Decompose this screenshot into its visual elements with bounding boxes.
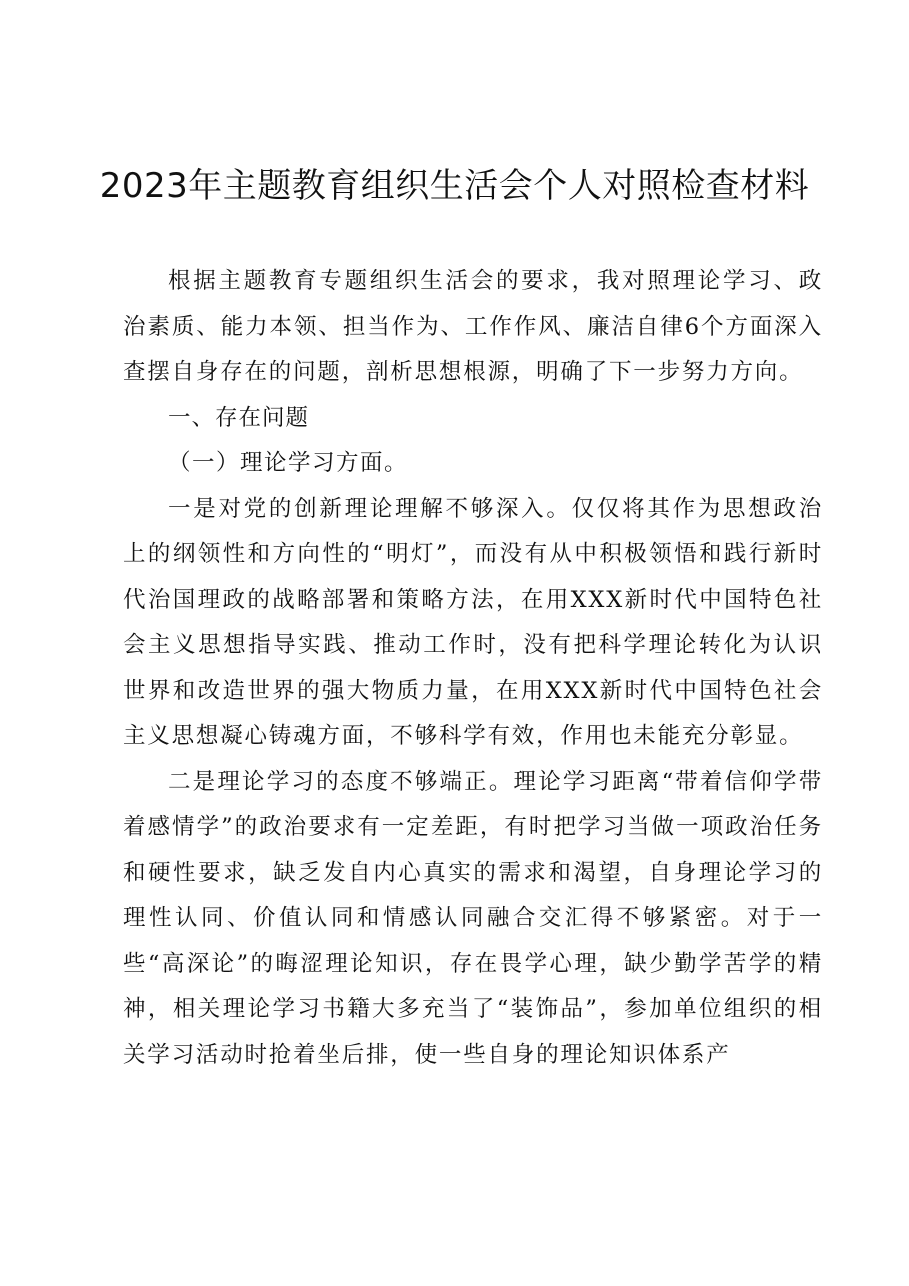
document-title: 2023年主题教育组织生活会个人对照检查材料: [99, 166, 810, 206]
document-body: [123, 259, 823, 1078]
point-paragraph-1: 一是对党的创新理论理解不够深入。仅仅将其作为思想政治上的纲领性和方向性的“明灯”，而没有从中积极领悟和践行新时代治国理政的战略部署和策略方法，在用XXX新时代中国特色社会主义思想指导实践、推动工作时，没有把科学理论转化为认识世界和改造世界的强大物质力量，在用XXX新时代中国特色社会主义思想凝心铸魂方面，不够科学有效，作用也未能充分彰显。: [123, 495, 823, 749]
intro-paragraph: 根据主题教育专题组织生活会的要求，我对照理论学习、政治素质、能力本领、担当作为、工作作风、廉洁自律6个方面深入查摆自身存在的问题，剖析思想根源，明确了下一步努力方向。: [123, 268, 823, 385]
point-paragraph-2: 二是理论学习的态度不够端正。理论学习距离“带着信仰学带着感情学”的政治要求有一定差距，有时把学习当做一项政治任务和硬性要求，缺乏发自内心真实的需求和渴望，自身理论学习的理性认同、价值认同和情感认同融合交汇得不够紧密。对于一些“高深论”的晦涩理论知识，存在畏学心理，缺少勤学苦学的精神，相关理论学习书籍大多充当了“装饰品”，参加单位组织的相关学习活动时抢着坐后排，使一些自身的理论知识体系产: [123, 768, 823, 1068]
section-heading-problems: 一、存在问题: [168, 404, 310, 431]
subsection-heading-theory-study: （一）理论学习方面。: [168, 450, 409, 476]
